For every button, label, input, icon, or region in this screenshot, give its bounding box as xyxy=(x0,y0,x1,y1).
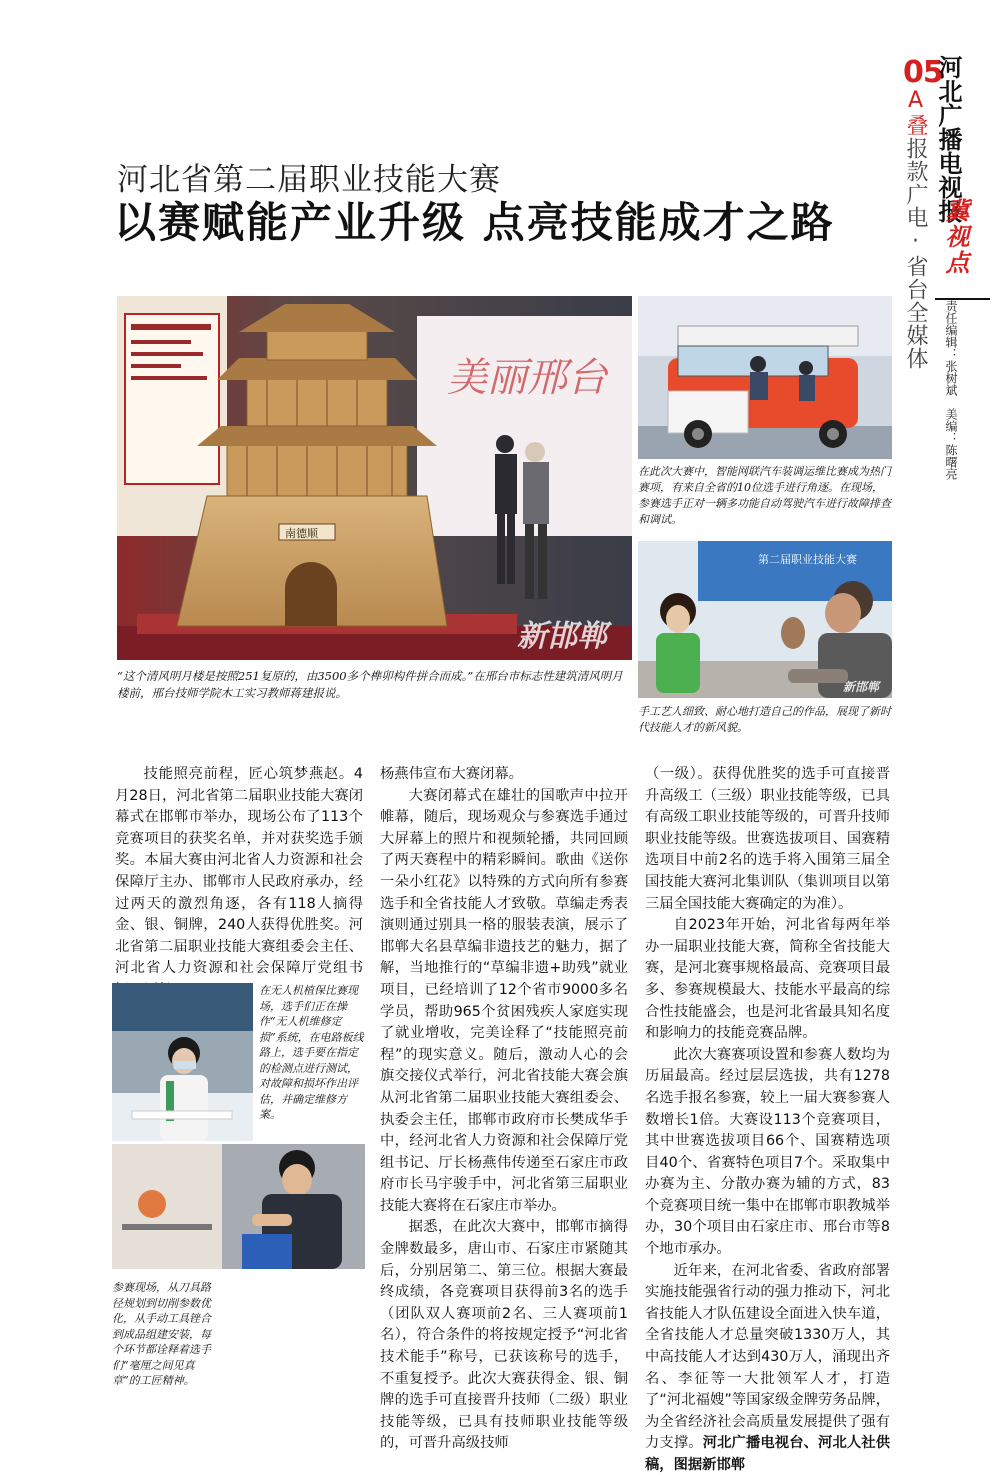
banner-text: 美丽邢台 xyxy=(447,355,607,401)
col1-paragraph-1: 技能照亮前程，匠心筑梦燕赵。4月28日，河北省第二届职业技能大赛闭幕式在邯郸市举办，现场公布了113个竞赛项目的获奖名单，并对获奖选手颁奖。本届大赛由河北省人力资源和社会保障厅主办、邯郸市人民政府承办，经过两天的激烈角逐，各有118人摘得金、银、铜牌，240人获得优胜奖。河北省第二届职业技能大赛组委会主任、河北省人力资源和社会保障厅党组书 xyxy=(115,766,363,977)
craft-watermark: 新邯郸 xyxy=(843,680,880,694)
fitter-photo xyxy=(112,1144,365,1269)
col2-paragraph-0: 杨燕伟宣布大赛闭幕。 xyxy=(380,766,523,782)
expo-banner: 第二届职业技能大赛 xyxy=(758,553,857,566)
col2-paragraph-2: 据悉，在此次大赛中，邯郸市摘得金牌数最多，唐山市、石家庄市紧随其后，分别居第二、第三位。根据大赛最终成绩，各竞赛项目获得前3名的选手（团队双人赛项前2名、三人赛项前1名），符合条件的将按规定授予“河北省技术能手”称号，已获该称号的选手，不重复授予。此次大赛获得金、银、铜牌的选手可直接晋升技师（二级）职业技能等级，已具有技师职业技能等级的，可晋升高级技师 xyxy=(380,1219,628,1452)
fitter-photo-illustration xyxy=(112,1144,365,1269)
col3-paragraph-1: 自2023年开始，河北省每两年举办一届职业技能大赛，简称全省技能大赛，是河北赛事规格最高、竞赛项目最多、参赛规模最大、技能水平最高的综合性技能盛会，也是河北省最具知名度和影响力的技能竞赛品牌。 xyxy=(645,917,890,1042)
col3-paragraph-3 xyxy=(645,1261,890,1477)
col2-paragraph-1: 大赛闭幕式在雄壮的国歌声中拉开帷幕，随后，现场观众与参赛选手通过大屏幕上的照片和视频轮播，共同回顾了两天赛程中的精彩瞬间。歌曲《送你一朵小红花》以特殊的方式向所有参赛选手和全省技能人才致敬。草编走秀表演则通过别具一格的服装表演，展示了邯郸大名县草编非遗技艺的魅力，据了解，当地推行的“草编非遗+助残”就业项目，已经培训了12个省市9000多名学员，帮助965个贫困残疾人家庭实现了就业增收，完美诠释了“技能照亮前程”的现实意义。随后，激动人心的会旗交接仪式举行，河北省技能大赛会旗从河北省第二届职业技能大赛组委会、执委会主任，邯郸市政府市长樊成华手中，经河北省人力资源和社会保障厅党组书记、厅长杨燕伟传递至石家庄市政府市长马宇骏手中，河北省第三届职业技能大赛将在石家庄市举办。 xyxy=(380,787,628,1214)
column-name: 冀视点 xyxy=(941,198,970,276)
slogan-prefix: A叠 xyxy=(903,88,928,137)
editor-credits xyxy=(944,300,958,480)
body-column-2 xyxy=(380,764,628,1455)
designer-label: 美编：陈曙亮 xyxy=(944,408,958,480)
car-photo-illustration xyxy=(638,296,892,459)
headline: 以赛赋能产业升级 点亮技能成才之路 xyxy=(114,198,835,247)
slogan xyxy=(902,88,928,370)
caption-car: 在此次大赛中，智能网联汽车装调运维比赛成为热门赛项，有来自全省的10位选手进行角逐。在现场，参赛选手正对一辆多功能自动驾驶汽车进行故障排查和调试。 xyxy=(638,465,891,526)
caption-main: “这个清风明月楼是按照251复原的，由3500多个榫卯构件拼合而成。”在邢台市标志性建筑清风明月楼前，邢台技师学院木工实习教师蒋建报说。 xyxy=(117,669,623,700)
caption-drone: 在无人机植保比赛现场，选手们正在操作“无人机维修定损”系统，在电路板线路上，选手要在指定的检测点进行测试，对故障和损坏作出评估，并确定维修方案。 xyxy=(259,984,364,1121)
col3-paragraph-3-text: 近年来，在河北省委、省政府部署实施技能强省行动的强力推动下，河北省技能人才队伍建设全面进入快车道，全省技能人才总量突破1330万人，其中高技能人才达到430万人，涌现出齐名、李征等一大批领军人才，打造了“河北福嫂”等国家级金牌劳务品牌，为全省经济社会高质量发展提供了强有力支撑。 xyxy=(645,1262,890,1452)
paper-name: 河北广播电视报 xyxy=(934,55,963,223)
slogan-text: 报款广电·省台全媒体 xyxy=(903,137,928,370)
car-photo xyxy=(638,296,892,459)
caption-craft: 手工艺人细致、耐心地打造自己的作品，展现了新时代技能人才的新风貌。 xyxy=(638,705,891,734)
editor-label: 责任编辑：张树斌 xyxy=(944,300,958,396)
col3-paragraph-2: 此次大赛赛项设置和参赛人数均为历届最高。经过层层选拔，共有1278名选手报名参赛，较上一届大赛参赛人数增长1倍。大赛设113个竞赛项目，其中世赛选拔项目66个、国赛精选项目40个、省赛特色项目7个。采取集中办赛为主、分散办赛为辅的方式，83个竞赛项目统一集中在邯郸市职教城举办，30个项目由石家庄市、邢台市等8个地市承办。 xyxy=(645,1046,890,1258)
kicker: 河北省第二届职业技能大赛 xyxy=(117,162,501,198)
editor-spacer xyxy=(944,396,958,408)
article-credit: 河北广播电视台、河北人社供稿，图据新邯郸 xyxy=(645,1435,891,1473)
body-column-1 xyxy=(115,764,363,1002)
main-watermark: 新邯郸 xyxy=(517,619,607,654)
drone-photo-illustration xyxy=(112,983,253,1141)
main-photo-illustration xyxy=(117,296,632,660)
page-number: 05 xyxy=(903,55,943,90)
gate-plaque: 南德顺 xyxy=(285,527,318,540)
craft-photo xyxy=(638,541,892,698)
body-column-3 xyxy=(645,764,890,1477)
craft-photo-illustration xyxy=(638,541,892,698)
caption-fitter: 参赛现场，从刀具路径规划到切削参数优化，从手动工具锉合到成品组建安装，每个环节都诠释着选手们“毫厘之间见真章”的工匠精神。 xyxy=(112,1281,211,1387)
drone-photo xyxy=(112,983,253,1141)
main-photo xyxy=(117,296,632,660)
col3-paragraph-0: （一级）。获得优胜奖的选手可直接晋升高级工（三级）职业技能等级，已具有高级工职业技能等级的，可晋升技师职业技能等级。世赛选拔项目、国赛精选项目中前2名的选手将入围第三届全国技能大赛河北集训队（集训项目以第三届全国技能大赛确定的为准）。 xyxy=(645,766,890,912)
